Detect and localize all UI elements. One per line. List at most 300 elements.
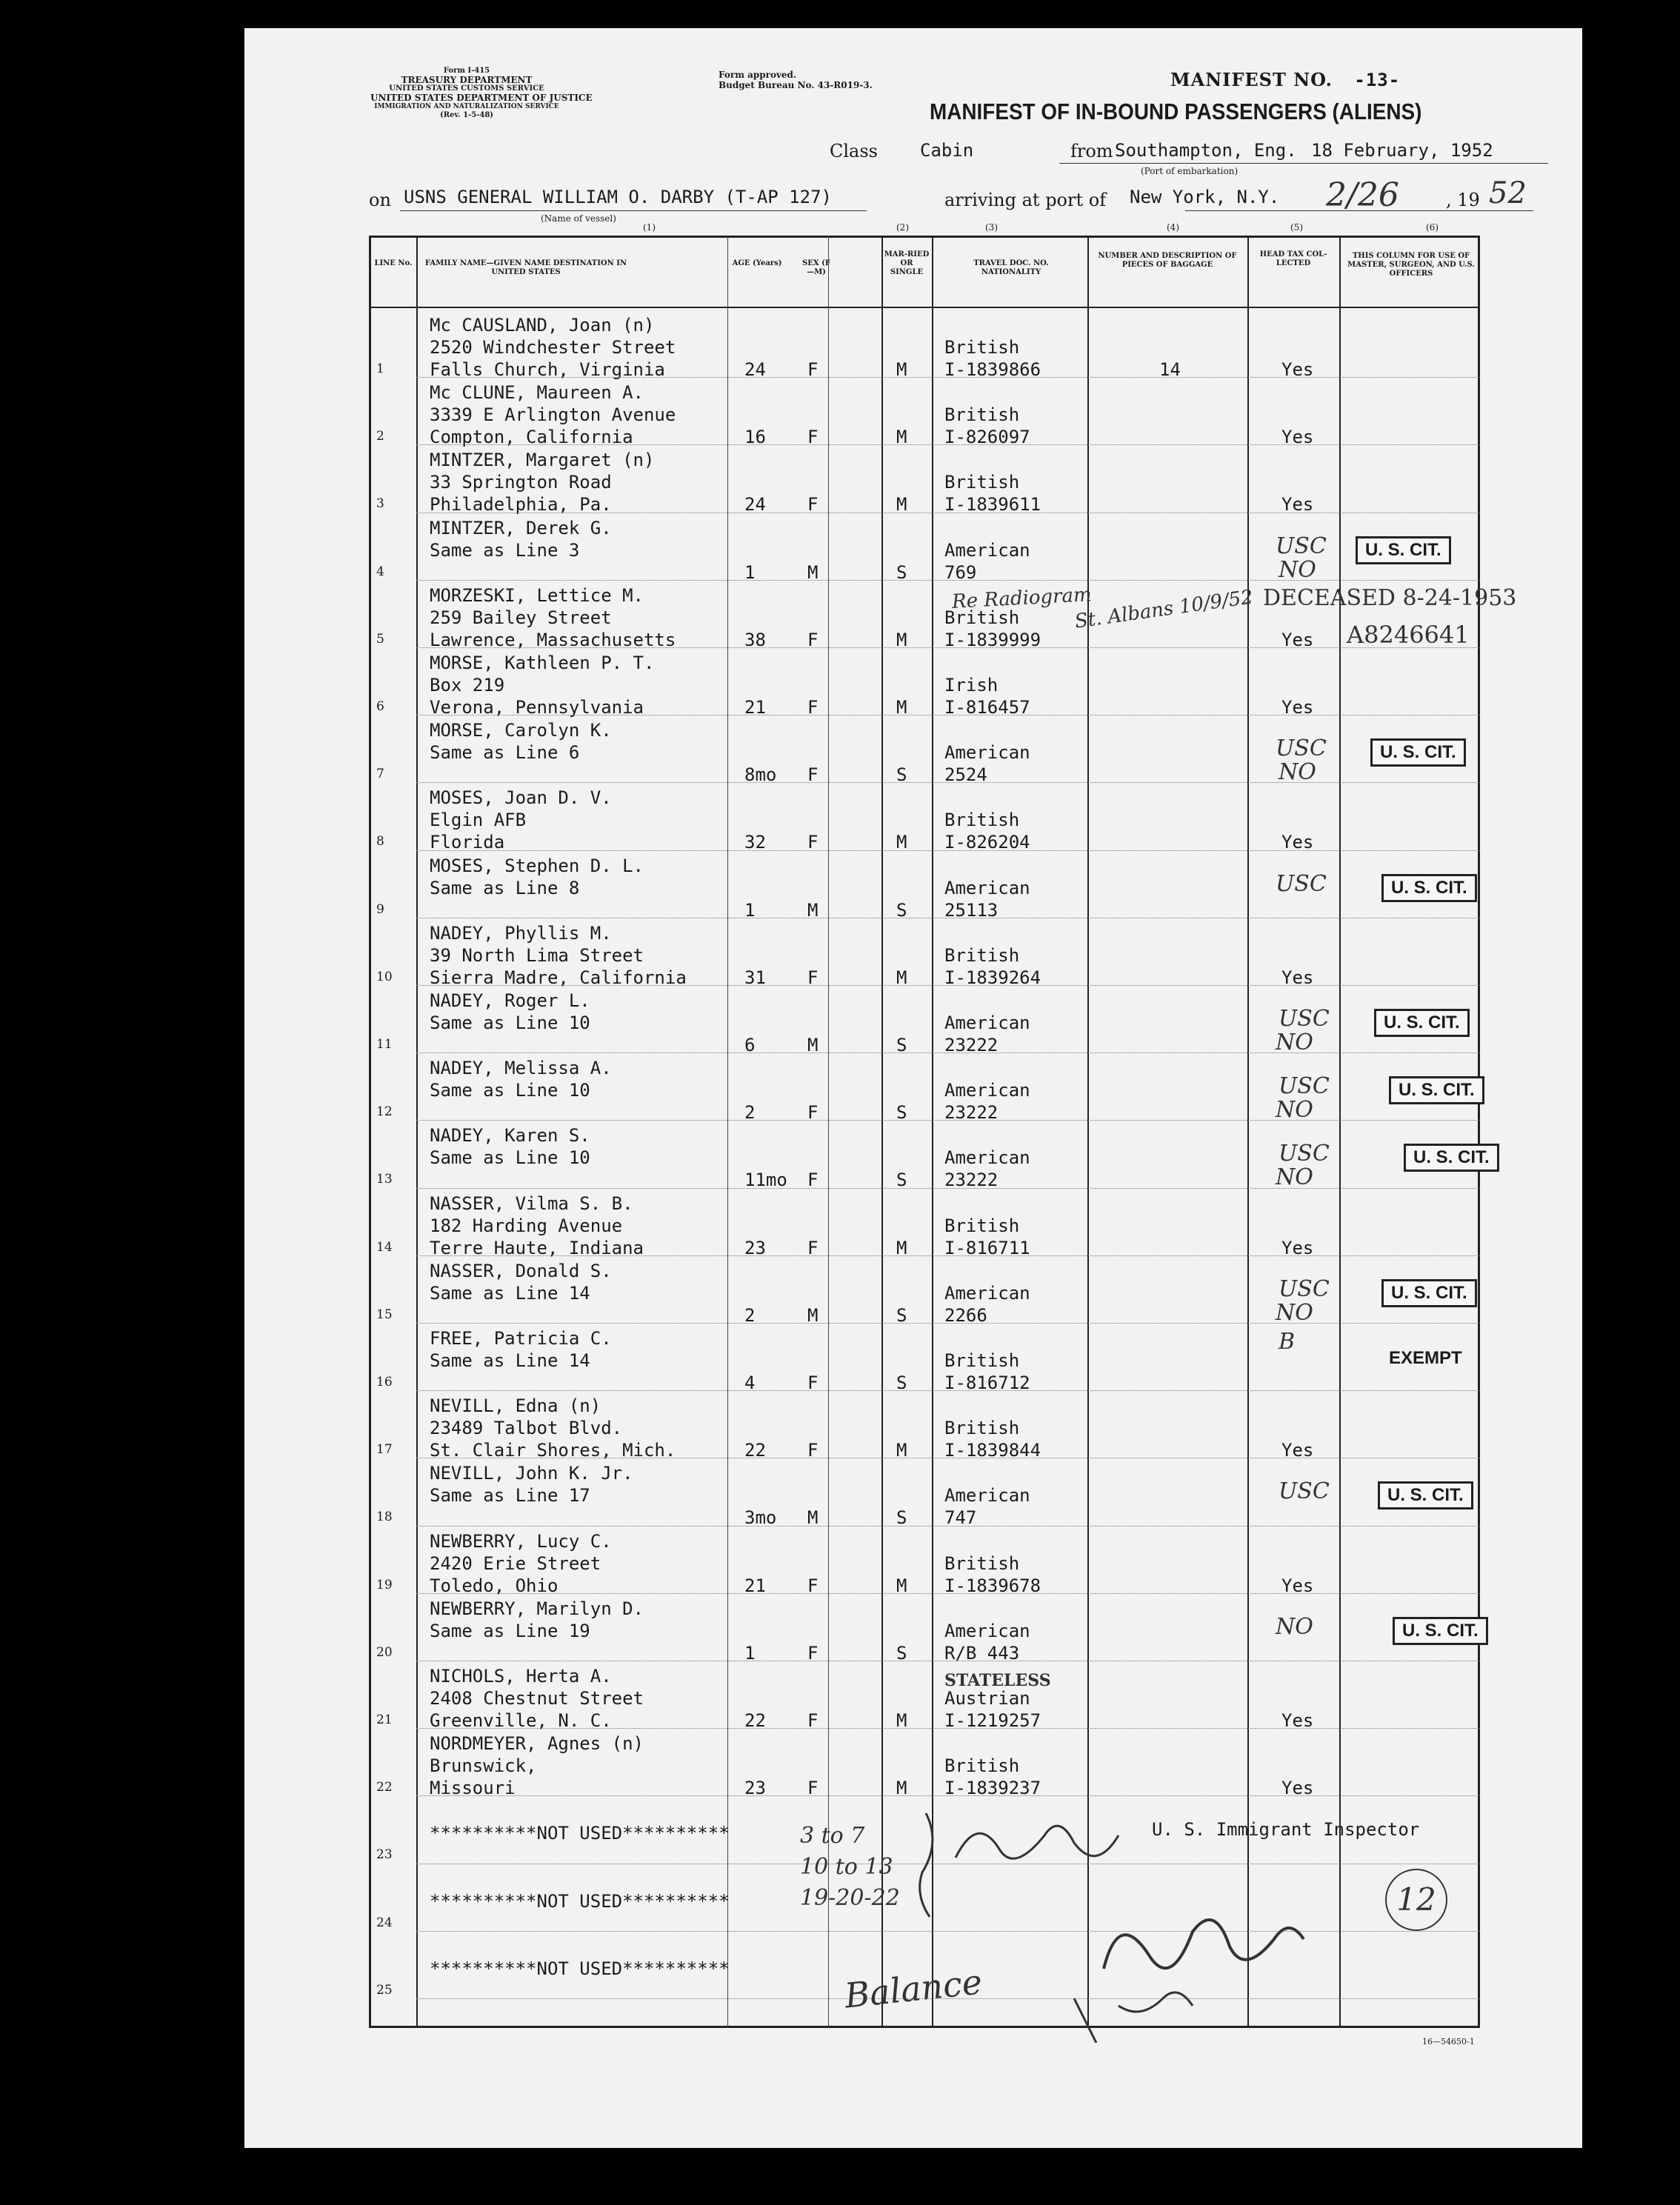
cell-ms: S xyxy=(896,1170,907,1191)
cell-age: 11mo xyxy=(744,1170,787,1191)
cell-nationality: Irish xyxy=(944,675,999,695)
cell-ms: M xyxy=(896,494,907,516)
cell-nationality: American xyxy=(944,539,1030,561)
cell-tax: Yes xyxy=(1281,1710,1314,1731)
cell-ms: S xyxy=(896,1372,907,1393)
circled-number: 12 xyxy=(1385,1869,1447,1931)
manifest-no-label: MANIFEST NO. xyxy=(1170,69,1333,90)
cell-travel-doc: I-1219257 xyxy=(944,1710,1041,1731)
cell-ms: S xyxy=(896,1304,907,1326)
cell-tax: Yes xyxy=(1281,697,1314,718)
row-divider xyxy=(416,782,1480,783)
form-number: Form I-415 xyxy=(443,67,490,75)
tax-handwritten-note: NO xyxy=(1276,1299,1313,1326)
arrival-port: New York, N.Y. xyxy=(1130,187,1280,207)
line-number: 5 xyxy=(376,631,384,647)
cell-nationality: British xyxy=(944,337,1020,358)
passenger-address: 259 Bailey Street xyxy=(430,607,612,628)
arriving-label: arriving at port of xyxy=(944,190,1107,210)
tax-handwritten-note: USC xyxy=(1276,870,1327,897)
passenger-city: Sierra Madre, California xyxy=(430,967,687,988)
cell-travel-doc: 23222 xyxy=(944,1035,999,1055)
passenger-address: 2408 Chestnut Street xyxy=(430,1688,644,1709)
cell-ms: M xyxy=(896,1575,907,1596)
passenger-name: MOSES, Stephen D. L. xyxy=(430,855,644,876)
col-name-header: FAMILY NAME—GIVEN NAME DESTINATION IN UNITED STATES xyxy=(424,259,627,276)
cell-tax: Yes xyxy=(1281,1778,1314,1799)
col-travel-header: TRAVEL DOC. NO. NATIONALITY xyxy=(973,259,1049,276)
cell-ms: M xyxy=(896,967,907,988)
cell-ms: S xyxy=(896,1642,907,1664)
cell-tax: Yes xyxy=(1281,494,1314,516)
us-citizen-stamp: U. S. CIT. xyxy=(1381,874,1477,902)
passenger-city: Terre Haute, Indiana xyxy=(430,1237,644,1258)
cell-sex: F xyxy=(807,764,819,786)
manifest-title: MANIFEST OF IN-BOUND PASSENGERS (ALIENS) xyxy=(930,99,1422,124)
col-sex-header: SEX (F—M) xyxy=(802,259,830,276)
passenger-address: Same as Line 10 xyxy=(430,1080,590,1101)
embark-port: Southampton, Eng. xyxy=(1115,140,1297,161)
tax-handwritten-note: NO xyxy=(1276,1097,1313,1124)
us-citizen-stamp: U. S. CIT. xyxy=(1378,1481,1473,1510)
line-number: 9 xyxy=(376,901,384,917)
cell-nationality: American xyxy=(944,1620,1030,1641)
vessel-name: USNS GENERAL WILLIAM O. DARBY (T-AP 127) xyxy=(404,187,832,207)
cell-age: 21 xyxy=(744,697,766,718)
year-handwritten: 52 xyxy=(1489,176,1527,210)
row-divider xyxy=(416,1795,1480,1796)
cell-bag: 14 xyxy=(1159,359,1181,380)
cell-nationality: British xyxy=(944,810,1020,831)
passenger-name: NADEY, Melissa A. xyxy=(430,1058,612,1079)
hand-range-1: 3 to 7 xyxy=(800,1823,865,1849)
cell-ms: M xyxy=(896,1710,907,1731)
passenger-name: MINTZER, Derek G. xyxy=(430,517,612,538)
passenger-name: NORDMEYER, Agnes (n) xyxy=(430,1733,644,1755)
tax-handwritten-note: NO xyxy=(1276,1030,1313,1055)
passenger-city: Missouri xyxy=(430,1778,516,1799)
cell-nationality: American xyxy=(944,1080,1030,1101)
passenger-name: MORSE, Carolyn K. xyxy=(430,720,612,741)
cell-tax: Yes xyxy=(1281,427,1314,448)
line-number: 7 xyxy=(376,767,384,782)
cell-sex: M xyxy=(807,899,819,921)
cell-age: 24 xyxy=(744,359,766,380)
passenger-address: Same as Line 8 xyxy=(430,877,580,898)
hand-range-2: 10 to 13 xyxy=(800,1854,893,1880)
row-divider xyxy=(416,1593,1480,1594)
tax-handwritten-note: USC xyxy=(1279,1141,1330,1167)
cell-age: 22 xyxy=(744,1440,766,1461)
cell-ms: S xyxy=(896,1507,907,1529)
us-citizen-stamp: U. S. CIT. xyxy=(1404,1144,1499,1172)
passenger-name: NASSER, Donald S. xyxy=(430,1260,612,1281)
us-citizen-stamp: U. S. CIT. xyxy=(1356,536,1451,564)
col-number-6: (6) xyxy=(1426,222,1439,233)
passenger-address: Same as Line 10 xyxy=(430,1147,590,1169)
cell-tax: Yes xyxy=(1281,1237,1314,1258)
year-prefix: , 19 xyxy=(1446,190,1480,210)
cell-age: 38 xyxy=(744,629,766,650)
passenger-city: Compton, California xyxy=(430,427,633,448)
us-citizen-stamp: U. S. CIT. xyxy=(1381,1279,1477,1307)
tax-handwritten-note: NO xyxy=(1279,556,1316,583)
line-number: 22 xyxy=(376,1780,393,1795)
passenger-name: MORZESKI, Lettice M. xyxy=(430,584,644,606)
tax-handwritten-note: NO xyxy=(1276,1613,1313,1640)
passenger-address: 2520 Windchester Street xyxy=(430,337,676,358)
cell-sex: F xyxy=(807,494,819,516)
cell-ms: M xyxy=(896,1237,907,1258)
cell-tax: Yes xyxy=(1281,629,1314,650)
row-divider xyxy=(416,1728,1480,1729)
line-number: 6 xyxy=(376,699,384,714)
cell-sex: M xyxy=(807,1507,819,1529)
cell-sex: F xyxy=(807,1575,819,1596)
cell-age: 1 xyxy=(744,561,756,583)
passenger-name: NEVILL, Edna (n) xyxy=(430,1395,601,1417)
cell-age: 8mo xyxy=(744,764,777,786)
cell-travel-doc: 25113 xyxy=(944,899,999,921)
line-number: 8 xyxy=(376,834,384,850)
passenger-name: NADEY, Phyllis M. xyxy=(430,922,612,944)
handwritten-line-ranges xyxy=(800,1821,900,1914)
passenger-name: NADEY, Karen S. xyxy=(430,1125,590,1147)
cell-travel-doc: 2524 xyxy=(944,764,987,786)
cell-sex: F xyxy=(807,1642,819,1664)
cell-travel-doc: 769 xyxy=(944,561,977,583)
passenger-name: NEWBERRY, Lucy C. xyxy=(430,1530,612,1552)
cell-age: 3mo xyxy=(744,1507,777,1529)
cell-age: 1 xyxy=(744,1642,756,1664)
passenger-address: 23489 Talbot Blvd. xyxy=(430,1418,623,1439)
cell-sex: F xyxy=(807,629,819,650)
passenger-address: Same as Line 6 xyxy=(430,742,580,764)
cell-travel-doc: I-826204 xyxy=(944,832,1030,853)
balance-note: Balance xyxy=(842,1961,984,2016)
class-value: Cabin xyxy=(920,140,974,161)
passenger-address: 2420 Erie Street xyxy=(430,1552,601,1574)
deceased-note: DECEASED 8-24-1953 xyxy=(1263,585,1517,611)
hand-range-3: 19-20-22 xyxy=(800,1885,900,1911)
passenger-city: Greenville, N. C. xyxy=(430,1710,612,1731)
from-label: from xyxy=(1070,141,1113,161)
cell-nationality: British xyxy=(944,1755,1020,1777)
us-citizen-stamp: U. S. CIT. xyxy=(1393,1617,1488,1645)
cell-ms: S xyxy=(896,899,907,921)
line-number: 18 xyxy=(376,1510,393,1525)
manifest-no-value: -13- xyxy=(1354,70,1401,90)
cell-ms: S xyxy=(896,1035,907,1055)
col-number-5: (5) xyxy=(1290,222,1303,233)
vessel-caption: (Name of vessel) xyxy=(541,213,616,224)
passenger-city: Falls Church, Virginia xyxy=(430,359,665,380)
passenger-name: NEVILL, John K. Jr. xyxy=(430,1463,633,1484)
passenger-address: **********NOT USED********** xyxy=(430,1823,730,1844)
passenger-address: Same as Line 10 xyxy=(430,1013,590,1033)
line-number: 10 xyxy=(376,969,393,984)
on-label: on xyxy=(369,190,391,210)
cell-tax: Yes xyxy=(1281,1440,1314,1461)
cell-sex: F xyxy=(807,1102,819,1124)
agency-justice: UNITED STATES DEPARTMENT OF JUSTICE xyxy=(370,93,593,103)
class-label: Class xyxy=(830,141,878,161)
cell-sex: M xyxy=(807,1035,819,1055)
cell-ms: M xyxy=(896,697,907,718)
alien-registration-number: A8246641 xyxy=(1347,621,1470,649)
line-number: 19 xyxy=(376,1577,393,1592)
passenger-address: 39 North Lima Street xyxy=(430,944,644,966)
line-number: 15 xyxy=(376,1307,393,1322)
passenger-name: Mc CLUNE, Maureen A. xyxy=(430,382,644,404)
cell-nationality: American xyxy=(944,877,1030,898)
line-number: 2 xyxy=(376,429,384,444)
col-baggage-header: NUMBER AND DESCRIPTION OF PIECES OF BAGGAGE xyxy=(1098,252,1237,269)
col-number-4: (4) xyxy=(1167,222,1179,233)
line-number: 12 xyxy=(376,1104,393,1120)
cell-ms: M xyxy=(896,1440,907,1461)
immigrant-inspector-label: U. S. Immigrant Inspector xyxy=(1152,1819,1420,1840)
passenger-address: Box 219 xyxy=(430,675,505,695)
cell-age: 16 xyxy=(744,427,766,448)
cell-age: 4 xyxy=(744,1372,756,1393)
cell-nationality: British xyxy=(944,1215,1020,1236)
cell-nationality: British xyxy=(944,607,1020,628)
cell-nationality: American xyxy=(944,1282,1030,1304)
passenger-address: Same as Line 3 xyxy=(430,539,580,561)
cell-nationality: Austrian xyxy=(944,1688,1030,1709)
cell-sex: F xyxy=(807,1237,819,1258)
cell-travel-doc: 23222 xyxy=(944,1170,999,1191)
passenger-name: NEWBERRY, Marilyn D. xyxy=(430,1598,644,1619)
cell-sex: F xyxy=(807,967,819,988)
cell-travel-doc: R/B 443 xyxy=(944,1642,1020,1664)
row-divider xyxy=(416,647,1480,648)
tax-handwritten-note: USC xyxy=(1279,1275,1330,1302)
cell-sex: F xyxy=(807,359,819,380)
cell-age: 1 xyxy=(744,899,756,921)
col-number-1: (1) xyxy=(643,222,656,233)
row-divider xyxy=(416,850,1480,851)
passenger-address: Same as Line 17 xyxy=(430,1485,590,1507)
cell-sex: F xyxy=(807,1778,819,1799)
cell-travel-doc: I-816711 xyxy=(944,1237,1030,1258)
cell-nationality: American xyxy=(944,1485,1030,1507)
agency-treasury: TREASURY DEPARTMENT xyxy=(401,75,533,85)
cell-sex: F xyxy=(807,1440,819,1461)
line-number: 24 xyxy=(376,1915,393,1930)
line-number: 14 xyxy=(376,1239,393,1255)
cell-travel-doc: I-1839611 xyxy=(944,494,1041,516)
re-radiogram-note: Re Radiogram xyxy=(951,584,1093,613)
exempt-stamp: EXEMPT xyxy=(1389,1348,1462,1368)
col-officers-header: THIS COLUMN FOR USE OF MASTER, SURGEON, AND U.S. OFFICERS xyxy=(1347,252,1475,278)
arrival-date-handwritten: 2/26 xyxy=(1326,176,1399,214)
cell-age: 24 xyxy=(744,494,766,516)
cell-ms: M xyxy=(896,427,907,448)
tax-handwritten-note: USC xyxy=(1276,735,1327,762)
line-number: 17 xyxy=(376,1442,393,1458)
cell-sex: M xyxy=(807,561,819,583)
passenger-name: MORSE, Kathleen P. T. xyxy=(430,653,655,673)
cell-travel-doc: I-1839844 xyxy=(944,1440,1041,1461)
tax-handwritten-note: NO xyxy=(1279,759,1316,786)
passenger-address: Same as Line 19 xyxy=(430,1620,590,1641)
row-divider xyxy=(416,1526,1480,1527)
cell-travel-doc: I-1839678 xyxy=(944,1575,1041,1596)
cell-nationality: American xyxy=(944,742,1030,764)
cell-sex: M xyxy=(807,1304,819,1326)
passenger-city: Lawrence, Massachusetts xyxy=(430,629,676,650)
cell-age: 22 xyxy=(744,1710,766,1731)
line-number: 23 xyxy=(376,1847,393,1863)
tax-handwritten-note: USC xyxy=(1279,1006,1330,1032)
passenger-name: NADEY, Roger L. xyxy=(430,990,590,1011)
cell-sex: F xyxy=(807,1170,819,1191)
cell-travel-doc: I-1839866 xyxy=(944,359,1041,380)
cell-ms: S xyxy=(896,764,907,786)
passenger-city: Verona, Pennsylvania xyxy=(430,697,644,718)
row-divider xyxy=(416,580,1480,581)
us-citizen-stamp: U. S. CIT. xyxy=(1374,1009,1470,1037)
cell-travel-doc: 2266 xyxy=(944,1304,987,1326)
tax-handwritten-note: USC xyxy=(1279,1073,1330,1100)
line-number: 3 xyxy=(376,496,384,512)
cell-nationality: British xyxy=(944,404,1020,426)
line-number: 4 xyxy=(376,564,384,579)
cell-sex: F xyxy=(807,1710,819,1731)
cell-tax: Yes xyxy=(1281,359,1314,380)
col-age-header: AGE (Years) xyxy=(732,259,782,267)
cell-tax: Yes xyxy=(1281,1575,1314,1596)
tax-handwritten-note: USC xyxy=(1276,533,1327,559)
cell-age: 23 xyxy=(744,1237,766,1258)
line-number: 20 xyxy=(376,1644,393,1660)
cell-travel-doc: I-816457 xyxy=(944,697,1030,718)
cell-nationality: British xyxy=(944,1418,1020,1439)
cell-tax: Yes xyxy=(1281,832,1314,853)
passenger-name: Mc CAUSLAND, Joan (n) xyxy=(430,315,655,336)
budget-bureau: Budget Bureau No. 43-R019-3. xyxy=(719,80,873,90)
tax-handwritten-note: USC xyxy=(1279,1478,1330,1505)
line-number: 21 xyxy=(376,1712,393,1727)
passenger-address: 3339 E Arlington Avenue xyxy=(430,404,676,426)
cell-nationality: British xyxy=(944,944,1020,966)
passenger-address: 182 Harding Avenue xyxy=(430,1215,623,1236)
passenger-name: NICHOLS, Herta A. xyxy=(430,1666,612,1687)
passenger-address: Same as Line 14 xyxy=(430,1282,590,1304)
row-divider xyxy=(416,1323,1480,1324)
row-divider xyxy=(416,1255,1480,1256)
cell-travel-doc: 23222 xyxy=(944,1102,999,1124)
st-albans-note: St. Albans 10/9/52 xyxy=(1073,586,1255,633)
passenger-address: Brunswick, xyxy=(430,1755,537,1777)
us-citizen-stamp: U. S. CIT. xyxy=(1389,1076,1484,1104)
cell-ms: M xyxy=(896,629,907,650)
cell-travel-doc: I-1839264 xyxy=(944,967,1041,988)
col-married-header: MAR-RIED OR SINGLE xyxy=(884,250,930,276)
line-number: 13 xyxy=(376,1172,393,1187)
passenger-address: 33 Springton Road xyxy=(430,472,612,493)
passenger-address: **********NOT USED********** xyxy=(430,1890,730,1912)
cell-travel-doc: 747 xyxy=(944,1507,977,1529)
cell-nationality: British xyxy=(944,472,1020,493)
cell-ms: M xyxy=(896,1778,907,1799)
passenger-name: MOSES, Joan D. V. xyxy=(430,787,612,809)
cell-ms: M xyxy=(896,359,907,380)
cell-age: 23 xyxy=(744,1778,766,1799)
cell-sex: F xyxy=(807,697,819,718)
embark-caption: (Port of embarkation) xyxy=(1141,166,1239,176)
cell-ms: M xyxy=(896,832,907,853)
cell-tax: Yes xyxy=(1281,967,1314,988)
cell-nationality: British xyxy=(944,1552,1020,1574)
form-revision: (Rev. 1-5-48) xyxy=(439,111,494,119)
passenger-city: St. Clair Shores, Mich. xyxy=(430,1440,676,1461)
passenger-city: Florida xyxy=(430,832,505,853)
passenger-name: NASSER, Vilma S. B. xyxy=(430,1192,633,1214)
cell-ms: S xyxy=(896,1102,907,1124)
cell-travel-doc: I-826097 xyxy=(944,427,1030,448)
cell-age: 31 xyxy=(744,967,766,988)
cell-travel-doc: I-816712 xyxy=(944,1372,1030,1393)
cell-travel-doc: I-1839237 xyxy=(944,1778,1041,1799)
cell-travel-doc: I-1839999 xyxy=(944,629,1041,650)
row-divider xyxy=(416,444,1480,445)
cell-age: 2 xyxy=(744,1102,756,1124)
col-number-2: (2) xyxy=(896,222,909,233)
cell-age: 2 xyxy=(744,1304,756,1326)
row-divider xyxy=(416,377,1480,378)
cell-age: 32 xyxy=(744,832,766,853)
tax-handwritten-note: B xyxy=(1279,1329,1296,1355)
cell-sex: F xyxy=(807,832,819,853)
col-line-header: LINE No. xyxy=(374,259,413,267)
tax-handwritten-note: NO xyxy=(1276,1164,1313,1191)
manifest-sheet xyxy=(244,28,1582,2148)
passenger-name: MINTZER, Margaret (n) xyxy=(430,450,655,471)
form-approved: Form approved. xyxy=(719,70,797,80)
embark-date: 18 February, 1952 xyxy=(1311,140,1493,161)
col-headtax-header: HEAD TAX COL-LECTED xyxy=(1259,250,1327,267)
passenger-address: Same as Line 14 xyxy=(430,1350,590,1371)
line-number: 16 xyxy=(376,1375,393,1390)
cell-nationality: American xyxy=(944,1013,1030,1033)
stateless-note: STATELESS xyxy=(944,1671,1051,1690)
cell-nationality: American xyxy=(944,1147,1030,1169)
line-number: 11 xyxy=(376,1037,393,1052)
col-number-3: (3) xyxy=(985,222,998,233)
line-number: 25 xyxy=(376,1982,393,1998)
passenger-name: FREE, Patricia C. xyxy=(430,1328,612,1349)
agency-ins: IMMIGRATION AND NATURALIZATION SERVICE xyxy=(374,103,559,110)
inspector-signatures xyxy=(896,1806,1378,2043)
cell-age: 21 xyxy=(744,1575,766,1596)
line-number: 1 xyxy=(376,361,384,376)
passenger-address: **********NOT USED********** xyxy=(430,1958,730,1979)
cell-age: 6 xyxy=(744,1035,756,1055)
cell-sex: F xyxy=(807,1372,819,1393)
passenger-city: Philadelphia, Pa. xyxy=(430,494,612,516)
cell-ms: S xyxy=(896,561,907,583)
row-divider xyxy=(416,1188,1480,1189)
passenger-city: Toledo, Ohio xyxy=(430,1575,559,1596)
agency-customs: UNITED STATES CUSTOMS SERVICE xyxy=(389,84,544,93)
row-divider xyxy=(416,985,1480,986)
form-code: 16—54650-1 xyxy=(1422,2037,1475,2046)
row-divider xyxy=(416,1390,1480,1391)
cell-sex: F xyxy=(807,427,819,448)
